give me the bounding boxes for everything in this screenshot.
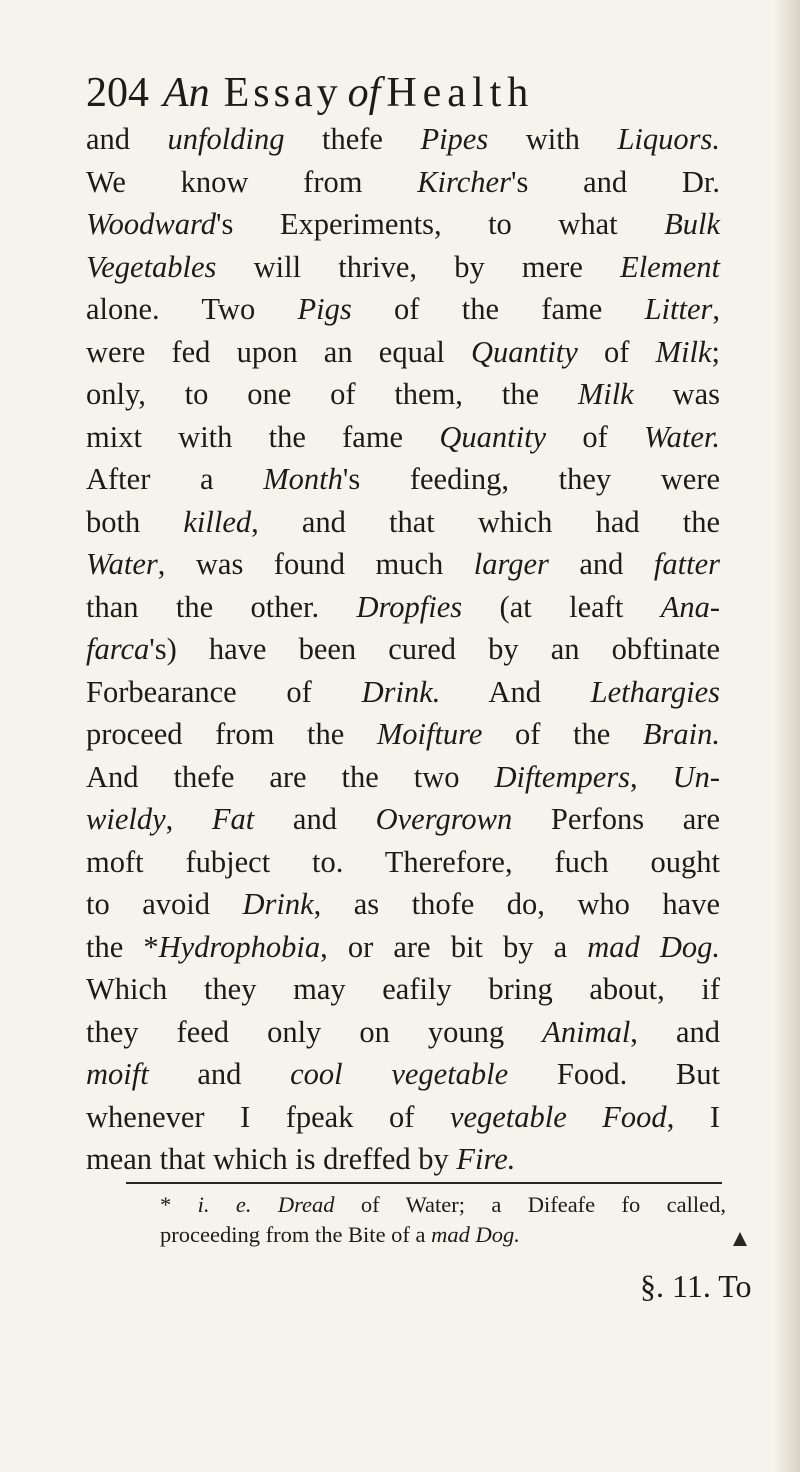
italic-text: Element xyxy=(620,249,720,284)
body-line xyxy=(86,246,720,289)
text-run: ; xyxy=(711,334,720,369)
italic-text: Fire. xyxy=(456,1142,516,1176)
text-run: both xyxy=(86,504,184,539)
text-run: moft fubject to. Therefore, fuch ought xyxy=(86,844,720,879)
footnote-line xyxy=(160,1190,726,1220)
italic-text: Vegetables xyxy=(86,249,217,284)
text-run: , I xyxy=(666,1099,720,1134)
text-run: was xyxy=(633,377,720,411)
header-an: An xyxy=(163,70,210,116)
text-run: of the fame xyxy=(351,292,645,326)
italic-text: Moifture xyxy=(376,717,483,751)
italic-text: Overgrown xyxy=(375,802,513,836)
text-run: mixt with the fame xyxy=(86,419,440,454)
catchword: §. 11. To xyxy=(640,1268,752,1304)
page-number: 204 xyxy=(86,70,149,116)
italic-text: Kircher xyxy=(417,164,511,199)
text-run: whenever I fpeak of xyxy=(86,1099,450,1134)
text-run: of xyxy=(577,334,656,369)
body-line xyxy=(86,671,720,714)
text-run: And thefe are the two xyxy=(86,759,495,794)
italic-text: Milk xyxy=(577,377,634,411)
italic-text: Liquors. xyxy=(617,122,720,156)
header-of: of xyxy=(347,70,381,116)
body-line xyxy=(86,373,720,416)
text-run: of xyxy=(546,419,644,454)
italic-text: i. e. Dread xyxy=(197,1192,335,1217)
italic-text: Ana- xyxy=(660,589,720,624)
footnote-rule xyxy=(126,1182,722,1184)
text-run: After a xyxy=(86,462,264,496)
italic-text: Litter xyxy=(644,292,713,326)
margin-mark xyxy=(733,1232,747,1246)
italic-text: fatter xyxy=(653,547,720,581)
italic-text: Un- xyxy=(672,759,721,794)
text-run: and xyxy=(86,122,168,156)
text-run: proceeding from the Bite of a xyxy=(160,1222,432,1247)
body-line xyxy=(86,501,720,544)
body-line xyxy=(86,1138,720,1181)
body-line xyxy=(86,713,720,756)
body-line xyxy=(86,543,720,586)
text-run: Forbearance of xyxy=(86,674,362,709)
body-line xyxy=(86,841,720,884)
italic-text: Fat xyxy=(211,802,255,836)
body-line xyxy=(86,798,720,841)
text-run: only, to one of them, the xyxy=(86,377,578,411)
italic-text: Drink. xyxy=(361,674,441,709)
text-run: And xyxy=(440,674,591,709)
text-run: the * xyxy=(86,929,159,964)
text-run: (at leaft xyxy=(462,589,661,624)
text-run: , as thofe do, who have xyxy=(313,887,720,921)
text-run: , xyxy=(712,292,721,326)
italic-text: Woodward xyxy=(86,207,216,241)
italic-text: Hydrophobia xyxy=(158,929,321,964)
footnote xyxy=(160,1190,726,1250)
italic-text: Diftempers xyxy=(494,759,630,794)
text-run: , was found much xyxy=(157,547,474,581)
italic-text: mad Dog. xyxy=(431,1222,520,1247)
body-line xyxy=(86,161,720,204)
main-text xyxy=(86,118,720,1181)
body-line xyxy=(86,1011,720,1054)
text-run: 's) have been cured by an obftinate xyxy=(149,632,720,666)
text-run: and xyxy=(254,802,376,836)
body-line xyxy=(86,628,720,671)
text-run: We know from xyxy=(86,164,418,199)
body-line xyxy=(86,288,720,331)
running-header xyxy=(86,68,726,118)
text-run: Which they may eafily bring about, if xyxy=(86,972,720,1006)
italic-text: wieldy xyxy=(86,802,166,836)
body-line xyxy=(86,926,720,969)
text-run: of Water; a Difeafe fo called, xyxy=(334,1192,726,1217)
text-run: and xyxy=(148,1057,291,1091)
italic-text: Water. xyxy=(644,419,720,454)
italic-text: Dropfies xyxy=(356,589,463,624)
italic-text: Brain. xyxy=(642,717,720,751)
body-line xyxy=(86,883,720,926)
italic-text: Bulk xyxy=(664,207,720,241)
text-run: and xyxy=(548,547,654,581)
text-run: , and xyxy=(630,1014,721,1049)
header-essay: Essay xyxy=(223,70,342,116)
text-run: than the other. xyxy=(86,589,357,624)
italic-text: unfolding xyxy=(167,122,285,156)
text-run: Perfons are xyxy=(512,802,720,836)
body-line xyxy=(86,756,720,799)
italic-text: Pigs xyxy=(297,292,352,326)
text-run: 's Experiments, to what xyxy=(215,207,665,241)
text-run: to avoid xyxy=(86,887,243,921)
italic-text: Month xyxy=(263,462,343,496)
italic-text: Drink xyxy=(242,887,314,921)
text-run: , or are bit by a xyxy=(320,929,588,964)
text-run: thefe xyxy=(284,122,421,156)
text-run: 's feeding, they were xyxy=(342,462,721,496)
header-health: Health xyxy=(386,70,535,116)
italic-text: mad Dog. xyxy=(587,929,720,964)
body-line xyxy=(86,458,720,501)
page-edge-shadow xyxy=(774,0,800,1472)
body-line xyxy=(86,203,720,246)
body-line xyxy=(86,1053,720,1096)
body-line xyxy=(86,1096,720,1139)
italic-text: killed xyxy=(183,504,252,539)
text-run: * xyxy=(160,1192,198,1217)
italic-text: Quantity xyxy=(471,334,578,369)
text-run: , xyxy=(630,759,673,794)
text-run: proceed from the xyxy=(86,717,377,751)
text-run: , and that which had the xyxy=(251,504,720,539)
text-run: Food. But xyxy=(508,1057,721,1091)
italic-text: Water xyxy=(86,547,158,581)
italic-text: larger xyxy=(473,547,549,581)
body-line xyxy=(86,118,720,161)
italic-text: Quantity xyxy=(439,419,547,454)
italic-text: vegetable Food xyxy=(449,1099,667,1134)
text-run: mean that which is dreffed by xyxy=(86,1142,457,1176)
italic-text: moift xyxy=(86,1057,149,1091)
italic-text: Milk xyxy=(655,334,712,369)
footnote-line xyxy=(160,1220,726,1250)
italic-text: Pipes xyxy=(420,122,489,156)
text-run: they feed only on young xyxy=(86,1014,543,1049)
text-run: 's and Dr. xyxy=(510,164,721,199)
text-run: with xyxy=(488,122,618,156)
italic-text: cool vegetable xyxy=(290,1057,509,1091)
text-run: alone. Two xyxy=(86,292,298,326)
body-line xyxy=(86,416,720,459)
text-run: , xyxy=(165,802,212,836)
text-run: will thrive, by mere xyxy=(216,249,621,284)
text-run: of the xyxy=(482,717,643,751)
italic-text: farca xyxy=(86,632,150,666)
italic-text: Lethargies xyxy=(590,674,721,709)
body-line xyxy=(86,586,720,629)
body-line xyxy=(86,968,720,1011)
italic-text: Animal xyxy=(542,1014,631,1049)
body-line xyxy=(86,331,720,374)
text-run: were fed upon an equal xyxy=(86,334,472,369)
